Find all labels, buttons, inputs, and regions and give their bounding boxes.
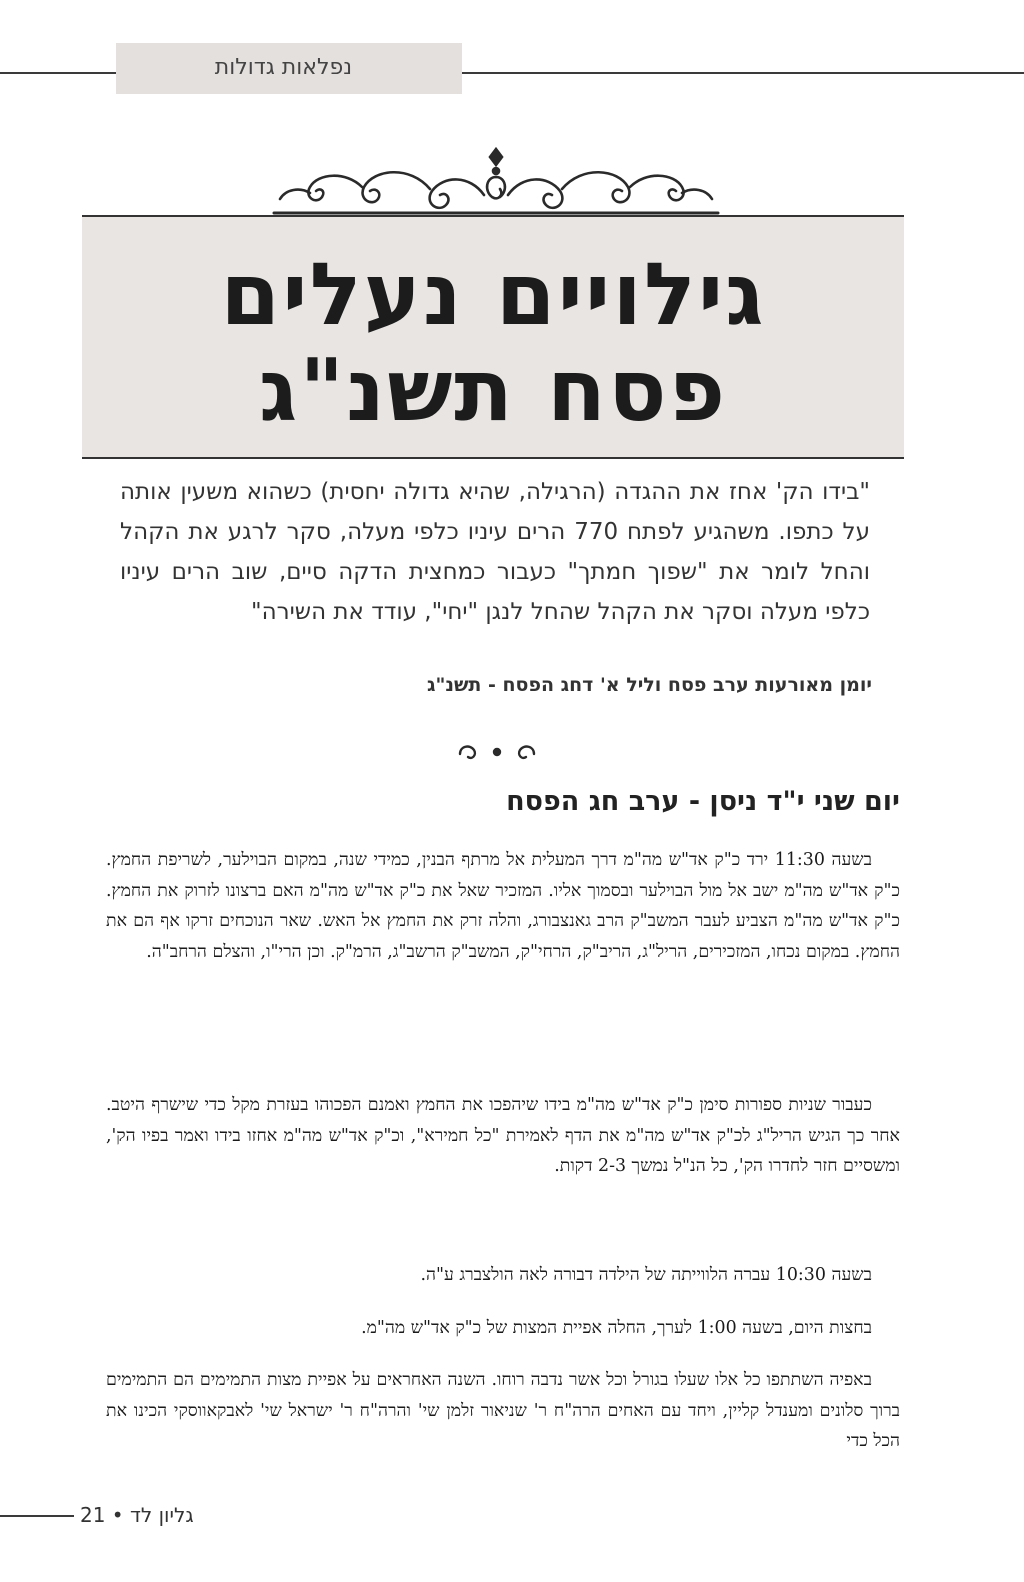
article-title-line-1: גילויים נעלים — [220, 245, 766, 345]
body-paragraph-3: בשעה 10:30 עברה הלווייתה של הילדה דבורה לאה הולצברג ע"ה. — [420, 1265, 872, 1285]
ornament-flourish-icon — [270, 143, 722, 215]
body-paragraph-4: בחצות היום, בשעה 1:00 לערך, החלה אפיית המצות של כ"ק אד"ש מה"מ. — [361, 1318, 872, 1338]
footer-rule — [0, 1515, 74, 1517]
title-box — [82, 215, 904, 459]
body-paragraph-5: באפיה השתתפו כל אלו שעלו בגורל וכל אשר נדבה רוחו. השנה האחראים על אפיית מצות התמימים הם התמימים ברוך סלונים ומענדל קליין, ויחד עם האחים הרה"ח ר' שניאור זלמן שי' והרה"ח ר' ישראל שי' לאבקאווסקי הכינו את הכל כדי — [106, 1370, 900, 1451]
page-footer: גליון לד • 21 — [80, 1503, 194, 1527]
intro-quote: "בידו הק' אחז את ההגדה (הרגילה, שהיא גדולה יחסית) כשהוא משעין אותה על כתפו. משהגיע לפתח 770 הרים עיניו כלפי מעלה, סקר לרגע את הקהל והחל לומר את "שפוך חמתך" כעבור כמחצית הדקה סיים, שוב הרים עיניו כלפי מעלה וסקר את הקהל שהחל לנגן "יחי", עודד את השירה" — [120, 479, 870, 625]
section-title: יום שני י"ד ניסן - ערב חג הפסח — [506, 786, 900, 817]
intro-source: יומן מאורעות ערב פסח וליל א' דחג הפסח - תשנ"ג — [426, 674, 872, 696]
divider-flourish-icon — [452, 734, 542, 764]
body-paragraph-1: בשעה 11:30 ירד כ"ק אד"ש מה"מ דרך המעלית אל מרתף הבנין, כמידי שנה, במקום הבוילער, לשריפת החמץ. כ"ק אד"ש מה"מ ישב אל מול הבוילער ובסמוך אליו. המזכיר שאל את כ"ק אד"ש מה"מ האם ברצונו לזרוק את החמץ. כ"ק אד"ש מה"מ הצביע לעבר המשב"ק הרב גאנצבורג, והלה זרק את החמץ אל האש. שאר הנוכחים זרקו אף הם את החמץ. במקום נכחו, המזכירים, הריל"ג, הריב"ק, הרחי"ק, המשב"ק הרשב"ג, הרמ"ק. וכן הרי"ו, והצלם הרחב"ה. — [106, 850, 900, 962]
article-title-line-2: פסח תשנ"ג — [258, 341, 728, 441]
body-paragraph-2: כעבור שניות ספורות סימן כ"ק אד"ש מה"מ בידו שיהפכו את החמץ ואמנם הפכוהו בעזרת מקל כדי שישרף היטב. אחר כך הגיש הריל"ג לכ"ק אד"ש מה"מ את הדף לאמירת "כל חמירא", וכ"ק אד"ש מה"מ אחזו בידו ואמר בפיו הק', ומשסיים חזר לחדרו הק', כל הנ"ל נמשך 2-3 דקות. — [106, 1095, 900, 1176]
header-rule-right — [462, 72, 1024, 74]
section-name: נפלאות גדולות — [214, 55, 352, 80]
header-rule-left — [0, 72, 116, 74]
section-header-tab — [116, 43, 462, 94]
